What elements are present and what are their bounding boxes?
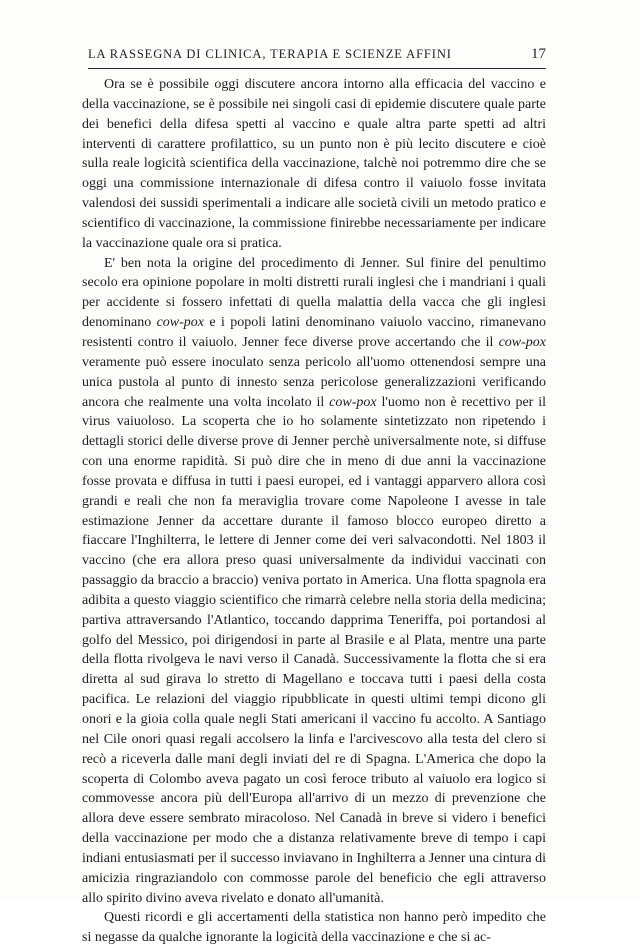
italic-term: cow-pox — [498, 334, 546, 350]
text-run: e i popoli latini denominano vaiuolo vaccino, rimanevano resistenti contro il vaiuolo. Jenner fece diverse prove accertando che il — [82, 315, 546, 350]
paragraph — [82, 908, 546, 948]
page-number: 17 — [531, 46, 546, 62]
text-run: Questi ricordi e gli accertamenti della statistica non hanno però impedito che si negasse da qualche ignorante la logicità della vaccinazione e che si ac- — [82, 910, 546, 946]
text-run: veramente può essere inoculato senza pericolo all'uomo ottenendosi sempre una unica pustola al punto di innesto senza pericolose generalizzazioni verificando ancora che realmente una volta incolato il — [82, 354, 546, 410]
italic-term: cow-pox — [329, 394, 377, 410]
running-header — [88, 46, 546, 69]
text-run: E' ben nota la origine del procedimento di Jenner. Sul finire del penultimo secolo era opinione popolare in molti distretti rurali inglesi che i mandriani i quali per accidente si fossero infettati di quella malattia della vacca che gli inglesi denominano — [82, 255, 546, 331]
italic-term: cow-pox — [156, 315, 205, 331]
paragraph — [82, 254, 546, 909]
journal-title: LA RASSEGNA DI CLINICA, TERAPIA E SCIENZE AFFINI — [88, 47, 452, 61]
text-run: l'uomo non è recettivo per il virus vaiuoloso. La scoperta che io ho solamente sintetizzato non ripetendo i dettagli storici delle diverse prove di Jenner perchè universalmente note, si diffuse con una enorme rapidità. Si può dire che in meno di due anni la vaccinazione fosse provata e diffusa in tutti i paesi europei, ed i vantaggi apparvero allora così grandi e reali che non fa meraviglia trovare come Napoleone I avesse in tale estimazione Jenner da accettare durante il famoso blocco europeo diretto a fiaccare l'Inghilterra, le lettere di Jenner come dei veri salvacondotti. Nel 1803 il vaccino (che era allora preso quasi universalmente da individui vaccinati con passaggio da braccio a braccio) veniva portato in America. Una flotta spagnola era adibita a questo viaggio scientifico che rimarrà celebre nella storia della medicina; partiva attraversando l'Atlantico, toccando dapprima Teneriffa, poi portandosi al golfo del Messico, poi dirigendosi in parte al Brasile e al Plata, mentre una parte della flotta rivolgeva le navi verso il Canadà. Successivamente la flotta che si era diretta al sud girava lo stretto di Magellano e toccava tutti i paesi della costa pacifica. Le relazioni del viaggio ripubblicate in questi ultimi tempi dicono gli onori e la gioia colla quale negli Stati americani il vaccino fu accolto. A Santiago nel Cile onori quasi regali accolsero la linfa e l'arcivescovo alla testa del clero si recò a riceverla dalle mani degli inviati del re di Spagna. L'America che dopo la scoperta di Colombo aveva pagato un così feroce tributo al vaiuolo era logico si commovesse ancora più dell'Europa all'arrivo di un mezzo di prevenzione che allora deve essere sembrato miracoloso. Nel Canadà in breve si videro i benefici della vaccinazione per modo che a distanza relativamente breve di tempo i capi indiani entusiasmati per il successo inviavano in Inghilterra a Jenner una cintura di amicizia ringraziandolo con commosse parole del beneficio che egli attraverso allo spirito divino aveva rivelato e donato all'umanità. — [82, 394, 546, 906]
paragraph — [82, 75, 546, 254]
article-body — [82, 75, 546, 948]
text-run: Ora se è possibile oggi discutere ancora intorno alla efficacia del vaccino e della vaccinazione, se è possibile nei singoli casi di epidemie discutere quale parte dei benefici della difesa spetti al vaccino e quale altra parte spetti ad altri interventi di carattere profilattico, su un punto non è più lecito discutere e cioè sulla reale logicità scientifica della vaccinazione, talchè noi potremmo dire che se oggi una commissione internazionale di difesa contro il vaiuolo fosse invitata valendosi dei sussidi sperimentali a indicare alle società civili un metodo pratico e scientifico di vaccinazione, la commissione finirebbe necessariamente per indicare la vaccinazione quale ora si pratica. — [82, 77, 546, 251]
